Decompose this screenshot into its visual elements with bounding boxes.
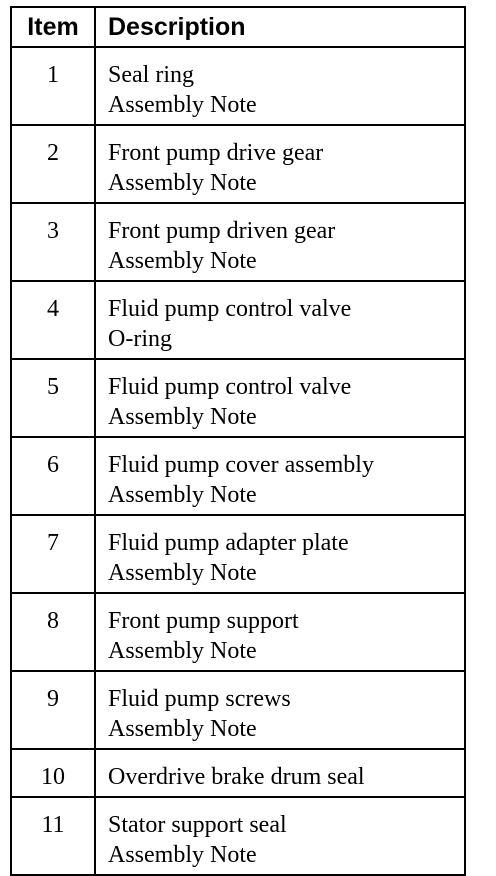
item-description	[95, 671, 465, 749]
item-number: 5	[11, 359, 95, 437]
table-header-row	[11, 7, 465, 47]
item-number: 11	[11, 797, 95, 875]
description-line: Front pump drive gear	[108, 140, 324, 166]
table-row	[11, 359, 465, 437]
description-line: Fluid pump cover assembly	[108, 452, 374, 478]
item-description	[95, 125, 465, 203]
item-number: 9	[11, 671, 95, 749]
table-row	[11, 203, 465, 281]
description-note: Assembly Note	[108, 170, 257, 196]
item-number: 8	[11, 593, 95, 671]
item-description	[95, 749, 465, 797]
item-number: 2	[11, 125, 95, 203]
description-note: Assembly Note	[108, 638, 257, 664]
table-row	[11, 125, 465, 203]
item-number: 4	[11, 281, 95, 359]
table-row	[11, 281, 465, 359]
table-row	[11, 749, 465, 797]
item-number: 6	[11, 437, 95, 515]
description-note: Assembly Note	[108, 404, 257, 430]
table-row	[11, 47, 465, 125]
item-number: 1	[11, 47, 95, 125]
description-note: Assembly Note	[108, 92, 257, 118]
header-description: Description	[95, 7, 465, 47]
table-row	[11, 797, 465, 875]
description-line: Seal ring	[108, 62, 194, 88]
description-line: Front pump driven gear	[108, 218, 336, 244]
description-note: Assembly Note	[108, 248, 257, 274]
description-line: Front pump support	[108, 608, 299, 634]
description-note: Assembly Note	[108, 842, 257, 868]
item-description	[95, 203, 465, 281]
description-line: Fluid pump control valve	[108, 296, 352, 322]
item-number: 3	[11, 203, 95, 281]
item-description	[95, 593, 465, 671]
table-row	[11, 515, 465, 593]
description-line: Fluid pump screws	[108, 686, 291, 712]
header-item: Item	[11, 7, 95, 47]
description-note: Assembly Note	[108, 716, 257, 742]
table-row	[11, 437, 465, 515]
item-description	[95, 437, 465, 515]
description-note: Assembly Note	[108, 482, 257, 508]
description-note: O-ring	[108, 326, 172, 352]
item-number: 10	[11, 749, 95, 797]
table-row	[11, 593, 465, 671]
description-note: Assembly Note	[108, 560, 257, 586]
description-line: Stator support seal	[108, 812, 287, 838]
item-description	[95, 797, 465, 875]
item-description	[95, 359, 465, 437]
description-line: Fluid pump control valve	[108, 374, 352, 400]
item-description	[95, 281, 465, 359]
item-description	[95, 47, 465, 125]
description-line: Overdrive brake drum seal	[108, 764, 365, 790]
table-row	[11, 671, 465, 749]
item-description	[95, 515, 465, 593]
item-number: 7	[11, 515, 95, 593]
description-line: Fluid pump adapter plate	[108, 530, 349, 556]
parts-table	[10, 6, 466, 876]
